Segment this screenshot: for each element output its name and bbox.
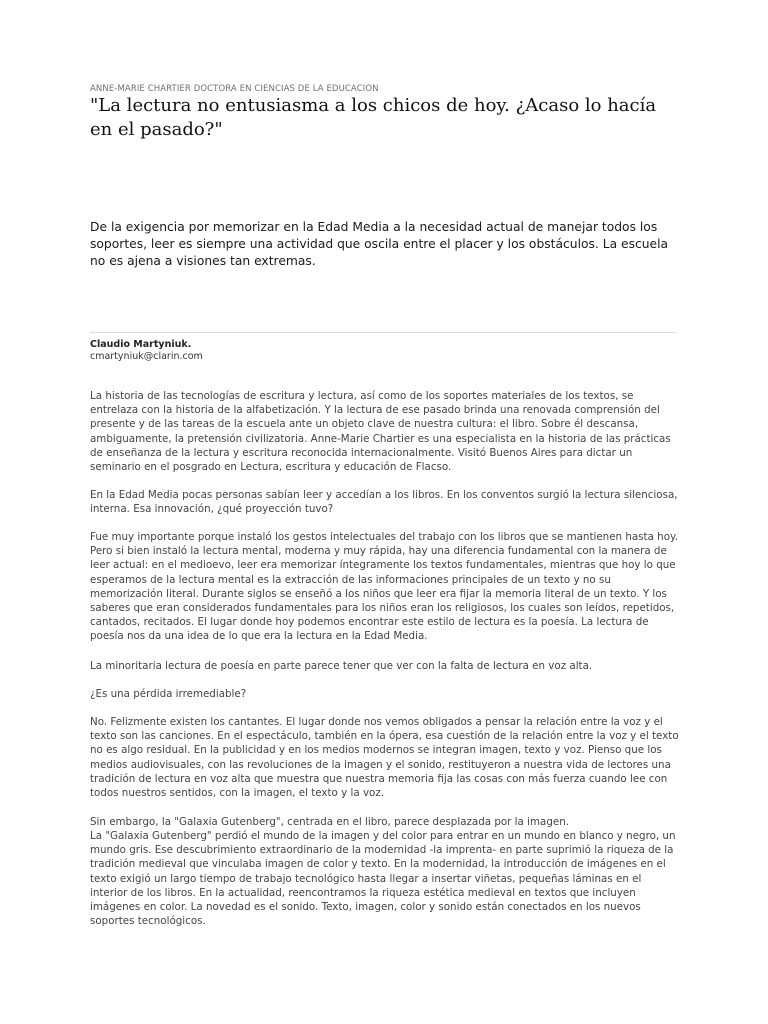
body-paragraph-1: La historia de las tecnologías de escritura y lectura, así como de los soportes materiales de los textos, se entrelaza con la historia de la alfabetización. Y la lectura de ese pasado brinda una renovada comprensión del presente y de las tareas de la escuela ante un objeto clave de nuestra cultura: el libro. Sobre él descansa, ambiguamente, la pretensión civilizatoria. Anne-Marie Chartier es una especialista en la historia de las prácticas de enseñanza de la lectura y escritura reconocida internacionalmente. Visitó Buenos Aires para dictar un seminario en el posgrado en Lectura, escritura y educación de Flacso. — [90, 390, 671, 474]
article-kicker: ANNE-MARIE CHARTIER DOCTORA EN CIENCIAS DE LA EDUCACION — [90, 84, 379, 94]
body-paragraph-4: La minoritaria lectura de poesía en parte parece tener que ver con la falta de lectura en voz alta. — [90, 660, 593, 672]
body-paragraph-5: ¿Es una pérdida irremediable? — [90, 688, 247, 700]
body-paragraph-3: Fue muy importante porque instaló los gestos intelectuales del trabajo con los libros que se mantienen hasta hoy. Pero si bien instaló la lectura mental, moderna y muy rápida, hay una diferencia fundamental con la manera de leer actual: en el medioevo, leer era memorizar íntegramente los textos fundamentales, mientras que hoy lo que esperamos de la lectura mental es la extracción de las informaciones principales de un texto y no su memorización literal. Durante siglos se enseñó a los niños que leer era fijar la memoria literal de un texto. Y los saberes que eran considerados fundamentales para los niños eran los religiosos, los cuales son leídos, repetidos, cantados, recitados. El lugar donde hoy podemos encontrar este estilo de lectura es la poesía. La lectura de poesía nos da una idea de lo que era la lectura en la Edad Media. — [90, 531, 678, 643]
body-paragraph-6: No. Felizmente existen los cantantes. El lugar donde nos vemos obligados a pensar la relación entre la voz y el texto son las canciones. En el espectáculo, también en la ópera, esa cuestión de la relación entre la voz y el texto no es algo residual. En la publicidad y en los medios modernos se integran imagen, texto y voz. Pienso que los medios audiovisuales, con las revoluciones de la imagen y el sonido, restituyeron a nuestra vida de lectores una tradición de lectura en voz alta que muestra que nuestra memoria fija las cosas con más fuerza cuando lee con todos nuestros sentidos, con la imagen, el texto y la voz. — [90, 716, 679, 800]
article-headline: "La lectura no entusiasma a los chicos de hoy. ¿Acaso lo hacía en el pasado?" — [90, 95, 657, 140]
body-paragraph-8: La "Galaxia Gutenberg" perdió el mundo de la imagen y del color para entrar en un mundo en blanco y negro, un mundo gris. Ese descubrimiento extraordinario de la modernidad -la imprenta- en parte suprimió la riqueza de la tradición medieval que vinculaba imagen de color y texto. En la modernidad, la introducción de imágenes en el texto exigió un largo tiempo de trabajo tecnológico hasta llegar a insertar viñetas, pequeñas láminas en el interior de los libros. En la actualidad, reencontramos la riqueza estética medieval en textos que incluyen imágenes en color. La novedad es el sonido. Texto, imagen, color y sonido están conectados en los nuevos soportes tecnológicos. — [90, 830, 676, 928]
body-paragraph-2: En la Edad Media pocas personas sabían leer y accedían a los libros. En los conventos surgió la lectura silenciosa, interna. Esa innovación, ¿qué proyección tuvo? — [90, 489, 678, 516]
article-lead: De la exigencia por memorizar en la Edad Media a la necesidad actual de manejar todos los soportes, leer es siempre una actividad que oscila entre el placer y los obstáculos. La escuela no es ajena a visiones tan extremas. — [90, 220, 669, 268]
byline-author: Claudio Martyniuk. — [90, 339, 192, 350]
byline-divider — [90, 332, 676, 333]
byline-email[interactable]: cmartyniuk@clarin.com — [90, 351, 203, 362]
body-paragraph-7: Sin embargo, la "Galaxia Gutenberg", centrada en el libro, parece desplazada por la imagen. — [90, 816, 569, 828]
